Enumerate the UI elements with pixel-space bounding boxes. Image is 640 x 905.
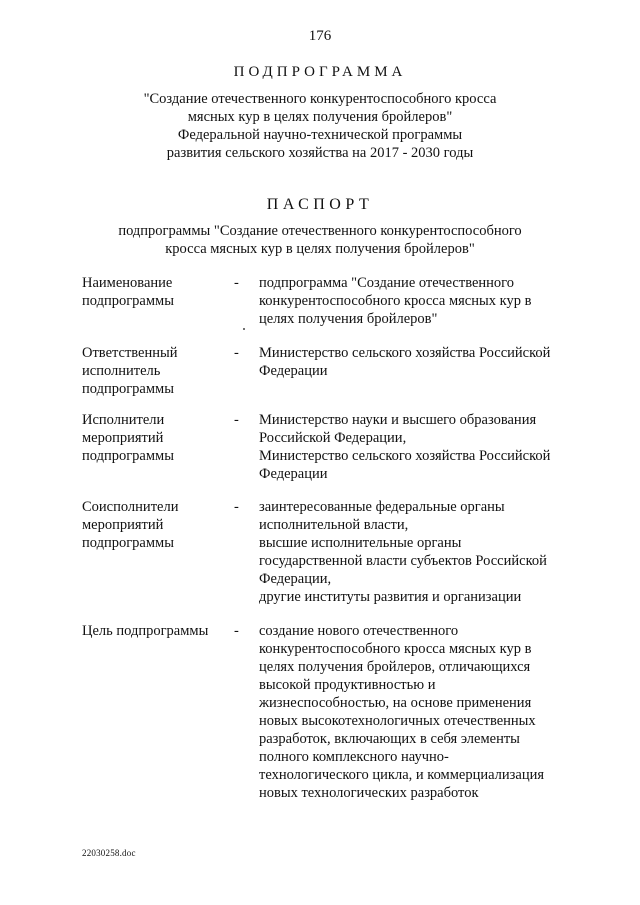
- row-label-line: Исполнители: [82, 412, 165, 428]
- row-value-line: Министерство сельского хозяйства Российской: [259, 448, 551, 464]
- row-value-line: новых высокотехнологичных отечественных: [259, 713, 536, 729]
- row-value: [259, 274, 579, 328]
- row-value-line: исполнительной власти,: [259, 517, 409, 533]
- row-value-line: Российской Федерации,: [259, 430, 407, 446]
- subprogram-heading: ПОДПРОГРАММА: [233, 64, 407, 80]
- subprogram-title: [0, 90, 640, 162]
- row-value-line: новых технологических разработок: [259, 785, 479, 801]
- row-label-line: исполнитель: [82, 363, 161, 379]
- row-value-line: заинтересованные федеральные органы: [259, 499, 505, 515]
- row-label-line: мероприятий: [82, 517, 164, 533]
- row-value-line: Федерации,: [259, 571, 332, 587]
- row-value: [259, 344, 579, 380]
- row-value-line: жизнеспособностью, на основе применения: [259, 695, 532, 711]
- row-label: [82, 498, 222, 552]
- row-value-line: Министерство сельского хозяйства Российской: [259, 345, 551, 361]
- row-value-line: конкурентоспособного кросса мясных кур в: [259, 293, 532, 309]
- row-value-line: Министерство науки и высшего образования: [259, 412, 537, 428]
- row-label-line: Ответственный: [82, 345, 178, 361]
- scan-speck: [243, 328, 245, 330]
- document-code: 22030258.doc: [82, 848, 136, 858]
- row-value-line: государственной власти субъектов Российской: [259, 553, 547, 569]
- row-label-line: подпрограммы: [82, 448, 174, 464]
- passport-subtitle-line: кросса мясных кур в целях получения бройлеров": [165, 241, 475, 257]
- row-value: [259, 622, 579, 802]
- row-label: [82, 622, 222, 640]
- passport-subtitle: [0, 222, 640, 258]
- row-value-line: создание нового отечественного: [259, 623, 459, 639]
- subprogram-title-line: Федеральной научно-технической программы: [177, 127, 463, 143]
- row-dash: -: [234, 412, 239, 428]
- row-label: [82, 411, 222, 465]
- row-value-line: технологического цикла, и коммерциализация: [259, 767, 545, 783]
- row-value-line: целях получения бройлеров, отличающихся: [259, 659, 531, 675]
- row-value-line: целях получения бройлеров": [259, 311, 438, 327]
- row-value-line: высокой продуктивностью и: [259, 677, 436, 693]
- row-value-line: высшие исполнительные органы: [259, 535, 462, 551]
- row-label-line: Соисполнители: [82, 499, 179, 515]
- subprogram-title-line: "Создание отечественного конкурентоспособного кросса: [143, 91, 497, 107]
- row-value-line: полного комплексного научно-: [259, 749, 449, 765]
- row-value-line: Федерации: [259, 363, 328, 379]
- row-label: [82, 274, 222, 310]
- row-value-line: конкурентоспособного кросса мясных кур в: [259, 641, 532, 657]
- subprogram-title-line: мясных кур в целях получения бройлеров": [187, 109, 453, 125]
- passport-heading: ПАСПОРТ: [266, 196, 374, 213]
- row-value-line: подпрограмма "Создание отечественного: [259, 275, 515, 291]
- row-label-line: Наименование: [82, 275, 173, 291]
- row-label-line: подпрограммы: [82, 535, 174, 551]
- passport-subtitle-line: подпрограммы "Создание отечественного конкурентоспособного: [118, 223, 522, 239]
- row-label: [82, 344, 222, 398]
- row-label-line: мероприятий: [82, 430, 164, 446]
- row-dash: -: [234, 499, 239, 515]
- row-value-line: разработок, включающих в себя элементы: [259, 731, 520, 747]
- row-value-line: Федерации: [259, 466, 328, 482]
- row-dash: -: [234, 345, 239, 361]
- row-value-line: другие институты развития и организации: [259, 589, 522, 605]
- row-value: [259, 498, 579, 606]
- row-dash: -: [234, 275, 239, 291]
- row-dash: -: [234, 623, 239, 639]
- row-label-line: подпрограммы: [82, 381, 174, 397]
- row-label-line: подпрограммы: [82, 293, 174, 309]
- row-value: [259, 411, 579, 483]
- row-label-line: Цель подпрограммы: [82, 623, 209, 639]
- page-number: 176: [308, 28, 332, 44]
- subprogram-title-line: развития сельского хозяйства на 2017 - 2030 годы: [166, 145, 474, 161]
